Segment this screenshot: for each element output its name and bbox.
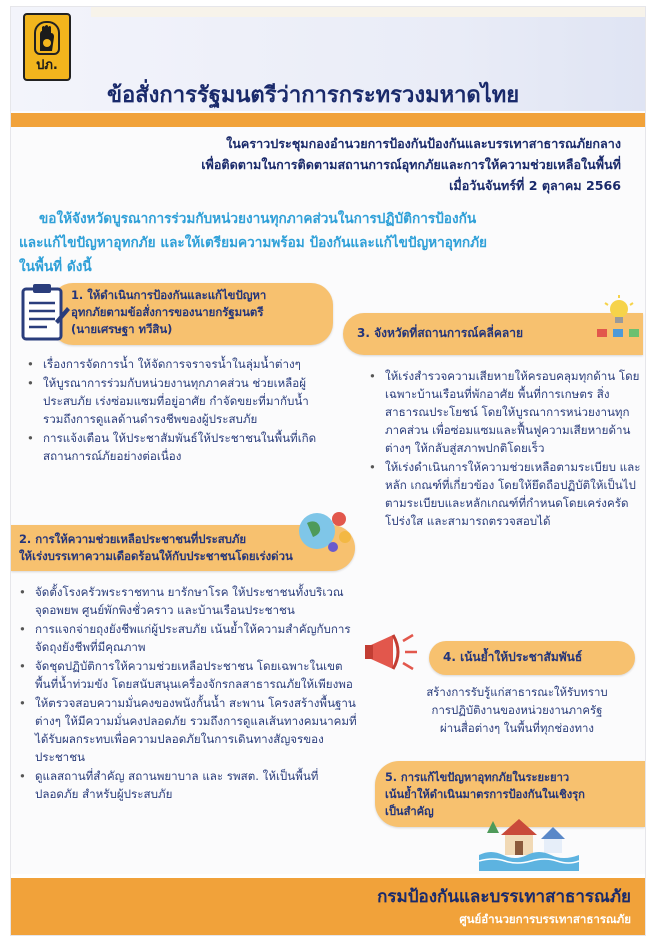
meeting-line-1: ในคราวประชุมกองอำนวยการป้องกันป้องกันและบรรเทาสาธารณภัยกลาง xyxy=(226,136,621,151)
list-item: • จัดตั้งโรงครัวพระราชทาน ยารักษาโรค ให้ประชาชนทั้งบริเวณจุดอพยพ ศูนย์พักพิงชั่วคราว และบ้านเรือนประชาชน xyxy=(17,583,357,619)
section1-heading-line-3: (นายเศรษฐา ทวีสิน) xyxy=(71,322,173,336)
list-item: • จัดชุดปฏิบัติการให้ความช่วยเหลือประชาชน โดยเฉพาะในเขตพื้นที่น้ำท่วมขัง โดยสนับสนุนเครื่องจักรกลสาธารณภัยให้เพียงพอ xyxy=(17,657,357,693)
section2-heading xyxy=(19,531,293,565)
list-item: • ให้บูรณาการร่วมกับหน่วยงานทุกภาคส่วน ช่วยเหลือผู้ประสบภัย เร่งซ่อมแซมที่อยู่อาศัย กำจัดขยะที่มากับน้ำ รวมถึงการดูแลด้านดำรงชีพของผู้ประสบภัย xyxy=(25,374,325,428)
section1-heading-line-2: อุทกภัยตามข้อสั่งการของนายกรัฐมนตรี xyxy=(71,305,264,319)
footer-subtitle: ศูนย์อำนวยการบรรเทาสาธารณภัย xyxy=(459,912,631,926)
header xyxy=(11,7,646,111)
section1-heading-line-1: 1. ให้ดำเนินการป้องกันและแก้ไขปัญหา xyxy=(71,288,267,302)
clipboard-icon xyxy=(17,281,71,347)
section4-line-1: สร้างการรับรู้แก่สาธารณะให้รับทราบ xyxy=(426,685,608,699)
list-item: • ให้ตรวจสอบความมั่นคงของพนังกั้นน้ำ สะพาน โครงสร้างพื้นฐานต่างๆ ให้มีความมั่นคงปลอดภัย รวมถึงการดูแลเส้นทางคมนาคมที่ได้รับผลกระทบเพื่อความปลอดภัยในการเดินทางสัญจรของประชาชน xyxy=(17,694,357,766)
lightbulb-chart-icon xyxy=(593,295,641,351)
header-stripe xyxy=(91,7,646,17)
section5-heading-line-3: เป็นสำคัญ xyxy=(385,805,434,818)
section3-list xyxy=(367,367,643,531)
list-item: • ให้เร่งสำรวจความเสียหายให้ครอบคลุมทุกด้าน โดยเฉพาะบ้านเรือนที่พักอาศัย พื้นที่การเกษตร สิ่งสาธารณประโยชน์ โดยให้บูรณาการหน่วยงานทุกภาคส่วน เพื่อซ่อมแซมและฟื้นฟูความเสียหายด้านต่างๆ ให้กลับสู่สภาพปกติโดยเร็ว xyxy=(367,367,643,457)
section2-heading-line-2: ให้เร่งบรรเทาความเดือดร้อนให้กับประชาชนโดยเร่งด่วน xyxy=(19,549,293,563)
meeting-info xyxy=(61,133,621,196)
hand-emblem-icon xyxy=(34,21,60,55)
directive-intro xyxy=(19,207,639,279)
section4-line-2: การปฏิบัติงานของหน่วยงานภาครัฐ xyxy=(431,703,603,717)
logo-text: ปภ. xyxy=(36,58,58,73)
globe-people-icon xyxy=(297,507,353,559)
footer-title: กรมป้องกันและบรรเทาสาธารณภัย xyxy=(377,887,631,907)
directive-line-2: และแก้ไขปัญหาอุทกภัย และให้เตรียมความพร้อม ป้องกันและแก้ไขปัญหาอุทกภัย xyxy=(19,235,488,251)
section1-heading xyxy=(71,287,266,338)
directive-line-1: ขอให้จังหวัดบูรณาการร่วมกับหน่วยงานทุกภาคส่วนในการปฏิบัติการป้องกัน xyxy=(39,211,477,227)
flood-house-icon xyxy=(479,809,579,875)
section4-line-3: ผ่านสื่อต่างๆ ในพื้นที่ทุกช่องทาง xyxy=(440,721,594,735)
list-item: • ดูแลสถานที่สำคัญ สถานพยาบาล และ รพสต. ให้เป็นพื้นที่ปลอดภัย สำหรับผู้ประสบภัย xyxy=(17,767,357,803)
list-item: • การแจ้งเตือน ให้ประชาสัมพันธ์ให้ประชาชนในพื้นที่เกิดสถานการณ์ภัยอย่างต่อเนื่อง xyxy=(25,429,325,465)
list-item: • เรื่องการจัดการน้ำ ให้จัดการจราจรน้ำในลุ่มน้ำต่างๆ xyxy=(25,355,325,373)
section2-list xyxy=(17,583,357,804)
emblem-logo xyxy=(23,13,71,81)
section2-heading-line-1: 2. การให้ความช่วยเหลือประชาชนที่ประสบภัย xyxy=(19,532,247,546)
section5-heading-line-1: 5. การแก้ไขปัญหาอุทกภัยในระยะยาว xyxy=(385,771,570,784)
section4-heading: 4. เน้นย้ำให้ประชาสัมพันธ์ xyxy=(443,650,583,664)
page-title: ข้อสั่งการรัฐมนตรีว่าการกระทรวงมหาดไทย xyxy=(107,83,520,108)
infographic-page xyxy=(10,6,646,936)
megaphone-icon xyxy=(363,627,423,681)
list-item: • ให้เร่งดำเนินการให้ความช่วยเหลือตามระเบียบ และหลัก เกณฑ์ที่เกี่ยวข้อง โดยให้ยึดถือปฏิบัติให้เป็นไปตามระเบียบและหลักเกณฑ์ที่กำหนดโดยเคร่งครัด โปร่งใส และสามารถตรวจสอบได้ xyxy=(367,458,643,530)
section5-heading-line-2: เน้นย้ำให้ดำเนินมาตรการป้องกันในเชิงรุก xyxy=(385,788,585,801)
section4-body xyxy=(391,683,643,737)
header-orange-bar xyxy=(11,113,646,127)
section3-heading: 3. จังหวัดที่สถานการณ์คลี่คลาย xyxy=(357,326,523,340)
section1-list xyxy=(25,355,325,466)
meeting-line-3: เมื่อวันจันทร์ที่ 2 ตุลาคม 2566 xyxy=(449,178,621,193)
meeting-line-2: เพื่อติดตามในการติดตามสถานการณ์อุทกภัยและการให้ความช่วยเหลือในพื้นที่ xyxy=(201,157,621,172)
directive-line-3: ในพื้นที่ ดังนี้ xyxy=(19,259,92,275)
list-item: • การแจกจ่ายถุงยังชีพแก่ผู้ประสบภัย เน้นย้ำให้ความสำคัญกับการจัดถุงยังชีพที่มีคุณภาพ xyxy=(17,620,357,656)
footer-divider xyxy=(11,874,646,878)
